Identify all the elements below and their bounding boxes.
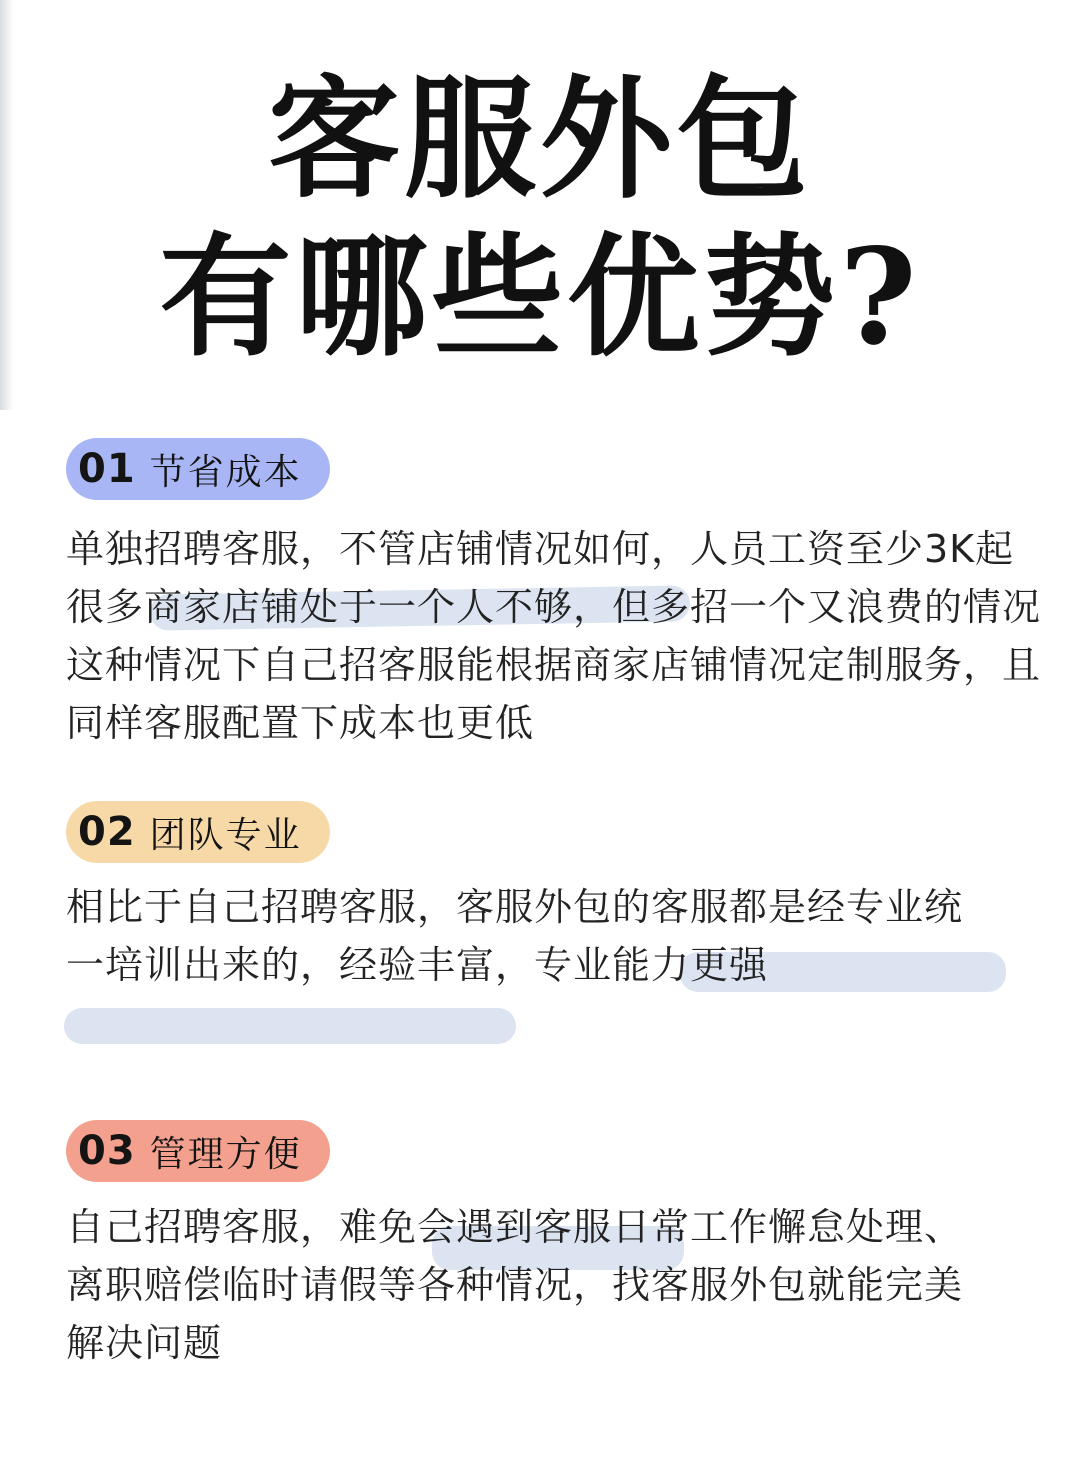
section-tag-cost [66, 438, 330, 500]
body-line: 同样客服配置下成本也更低 [66, 701, 535, 745]
section-body-team [66, 878, 1080, 994]
section-tag-management [66, 1120, 330, 1182]
body-line: 一培训出来的，经验丰富，专业能力更强 [66, 943, 769, 987]
section-heading: 管理方便 [149, 1133, 302, 1175]
section-number: 02 [78, 809, 136, 855]
body-line: 相比于自己招聘客服，客服外包的客服都是经专业统 [66, 885, 964, 929]
body-line: 这种情况下自己招客服能根据商家店铺情况定制服务，且 [66, 643, 1042, 687]
body-line: 很多商家店铺处于一个人不够，但多招一个又浪费的情况 [66, 585, 1042, 629]
body-line: 离职赔偿临时请假等各种情况，找客服外包就能完美 [66, 1263, 964, 1307]
body-line: 自己招聘客服，难免会遇到客服日常工作懈怠处理、 [66, 1205, 964, 1249]
section-tag-team [66, 801, 330, 863]
title-line-2: 有哪些优势? [159, 220, 921, 375]
body-line: 解决问题 [66, 1321, 223, 1365]
title-line-1: 客服外包 [268, 62, 812, 217]
body-line: 单独招聘客服，不管店铺情况如何，人员工资至少3K起 [66, 527, 1015, 571]
section-number: 01 [78, 446, 136, 492]
section-body-cost [66, 520, 1080, 752]
section-heading: 节省成本 [149, 451, 302, 493]
section-number: 03 [78, 1128, 136, 1174]
section-heading: 团队专业 [149, 814, 302, 856]
highlight-mark [64, 1008, 516, 1044]
section-body-management [66, 1198, 1080, 1372]
